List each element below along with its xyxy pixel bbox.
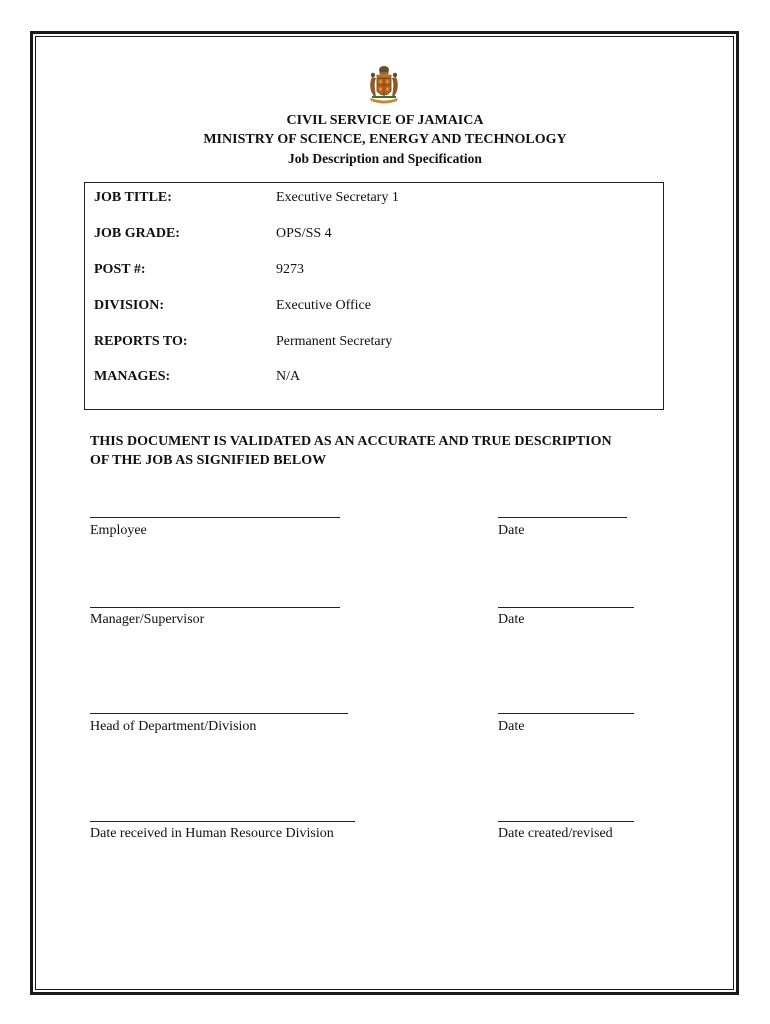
header-line-1: CIVIL SERVICE OF JAMAICA bbox=[286, 113, 484, 128]
manager-signature-line[interactable] bbox=[90, 607, 340, 608]
head-of-department-label: Head of Department/Division bbox=[90, 719, 257, 734]
division-label: DIVISION: bbox=[94, 298, 165, 313]
validation-statement bbox=[90, 432, 680, 470]
manages-value: N/A bbox=[276, 369, 301, 384]
manages-label: MANAGES: bbox=[94, 369, 171, 384]
jamaica-coat-of-arms-icon bbox=[362, 63, 406, 107]
job-title-label: JOB TITLE: bbox=[94, 190, 172, 205]
hr-received-date-line[interactable] bbox=[90, 821, 355, 822]
hr-received-label: Date received in Human Resource Division bbox=[90, 826, 334, 841]
head-of-department-date-line[interactable] bbox=[498, 713, 634, 714]
job-title-value: Executive Secretary 1 bbox=[276, 190, 399, 205]
manager-date-line[interactable] bbox=[498, 607, 634, 608]
employee-date-label: Date bbox=[498, 523, 525, 538]
manager-supervisor-label: Manager/Supervisor bbox=[90, 612, 205, 627]
header-line-2: MINISTRY OF SCIENCE, ENERGY AND TECHNOLOGY bbox=[203, 132, 567, 147]
post-number-label: POST #: bbox=[94, 262, 146, 277]
head-of-department-signature-line[interactable] bbox=[90, 713, 348, 714]
date-created-revised-label: Date created/revised bbox=[498, 826, 613, 841]
header-line-3: Job Description and Specification bbox=[288, 151, 482, 166]
reports-to-label: REPORTS TO: bbox=[94, 334, 188, 349]
employee-label: Employee bbox=[90, 523, 147, 538]
validation-line-1: THIS DOCUMENT IS VALIDATED AS AN ACCURATE AND TRUE DESCRIPTION bbox=[90, 434, 612, 449]
reports-to-value: Permanent Secretary bbox=[276, 334, 393, 349]
validation-line-2: OF THE JOB AS SIGNIFIED BELOW bbox=[90, 453, 327, 468]
job-grade-label: JOB GRADE: bbox=[94, 226, 180, 241]
division-value: Executive Office bbox=[276, 298, 371, 313]
job-grade-value: OPS/SS 4 bbox=[276, 226, 332, 241]
head-of-department-date-label: Date bbox=[498, 719, 525, 734]
employee-date-line[interactable] bbox=[498, 517, 627, 518]
date-created-revised-line[interactable] bbox=[498, 821, 634, 822]
page-border-inner bbox=[35, 36, 734, 990]
manager-date-label: Date bbox=[498, 612, 525, 627]
job-details-box bbox=[84, 182, 664, 410]
post-number-value: 9273 bbox=[276, 262, 304, 277]
employee-signature-line[interactable] bbox=[90, 517, 340, 518]
